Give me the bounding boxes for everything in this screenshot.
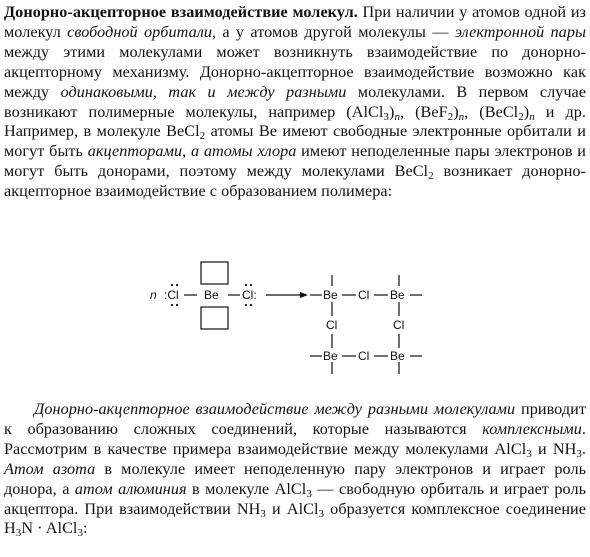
- atom-cl-left: Cl: [326, 318, 338, 332]
- atom-cl-top: Cl: [358, 288, 370, 302]
- paragraph-1-block: [4, 3, 586, 202]
- lone-pair-dot: [245, 304, 247, 306]
- empty-orbital-box-bottom: [201, 307, 228, 329]
- atom-cl-right: Cl: [393, 318, 405, 332]
- polymerization-scheme: [0, 252, 590, 397]
- atom-be-top-right: Be: [390, 288, 405, 302]
- atom-be-monomer: Be: [204, 288, 219, 302]
- lone-pair-dot: [176, 304, 178, 306]
- section-heading: Донорно-акцепторное взаимодействие молекул.: [4, 3, 358, 21]
- coefficient-n: n: [150, 288, 157, 302]
- paragraph-2: Донорно-акцепторное взаимодействие между разными молекулами приводит к образованию сложных соединений, которые называются комплексными. Рассмотрим в качестве примера взаимодействие между молекулами AlCl$_3$ и $NH_3$. Атом азота в молекуле имеет неподеленную пару электронов и играет роль донора, а атом алюминия в молекуле AlCl$_3$ — свободную орбиталь и играет роль акцептора. При взаимодействии $NH_3$ и AlCl$_3$ образуется комплексное соединение $H_3N$ · AlCl$_3$:: [4, 400, 587, 540]
- atom-be-bottom-left: Be: [323, 349, 338, 363]
- lone-pair-dot: [176, 284, 178, 286]
- empty-orbital-box-top: [201, 262, 228, 284]
- atom-be-top-left: Be: [323, 288, 338, 302]
- lone-pair-dot: [171, 284, 173, 286]
- atom-be-bottom-right: Be: [390, 349, 405, 363]
- atom-cl-right: Cl:: [242, 288, 257, 302]
- polymerization-diagram: [0, 252, 590, 397]
- paragraph-2-block: [4, 400, 586, 539]
- lone-pair-dot: [245, 284, 247, 286]
- reaction-arrow-head: [300, 292, 308, 298]
- lone-pair-dot: [171, 304, 173, 306]
- atom-cl-left: :Cl: [164, 288, 179, 302]
- atom-cl-bottom: Cl: [358, 349, 370, 363]
- lone-pair-dot: [250, 304, 252, 306]
- lone-pair-dot: [250, 284, 252, 286]
- paragraph-1: Донорно-акцепторное взаимодействие молекул. При наличии у атомов одной из молекул свободной орбитали, а у атомов другой молекулы — электронной пары между этими молекулами может возникнуть взаимодействие по донорно-акцепторному механизму. Донорно-акцепторное взаимодействие возможно как между одинаковыми, так и между разными молекулами. В первом случае возникают полимерные молекулы, например $(AlCl_3)_n$, $(BeF_2)_n$, $(BeCl_2)_n$ и др. Например, в молекуле BeCl$_2$ атомы Be имеют свободные электронные орбитали и могут быть акцепторами, а атомы хлора имеют неподеленные пары электронов и могут быть донорами, поэтому между молекулами BeCl$_2$ возникает донорно-акцепторное взаимодействие с образованием полимера:: [4, 3, 587, 201]
